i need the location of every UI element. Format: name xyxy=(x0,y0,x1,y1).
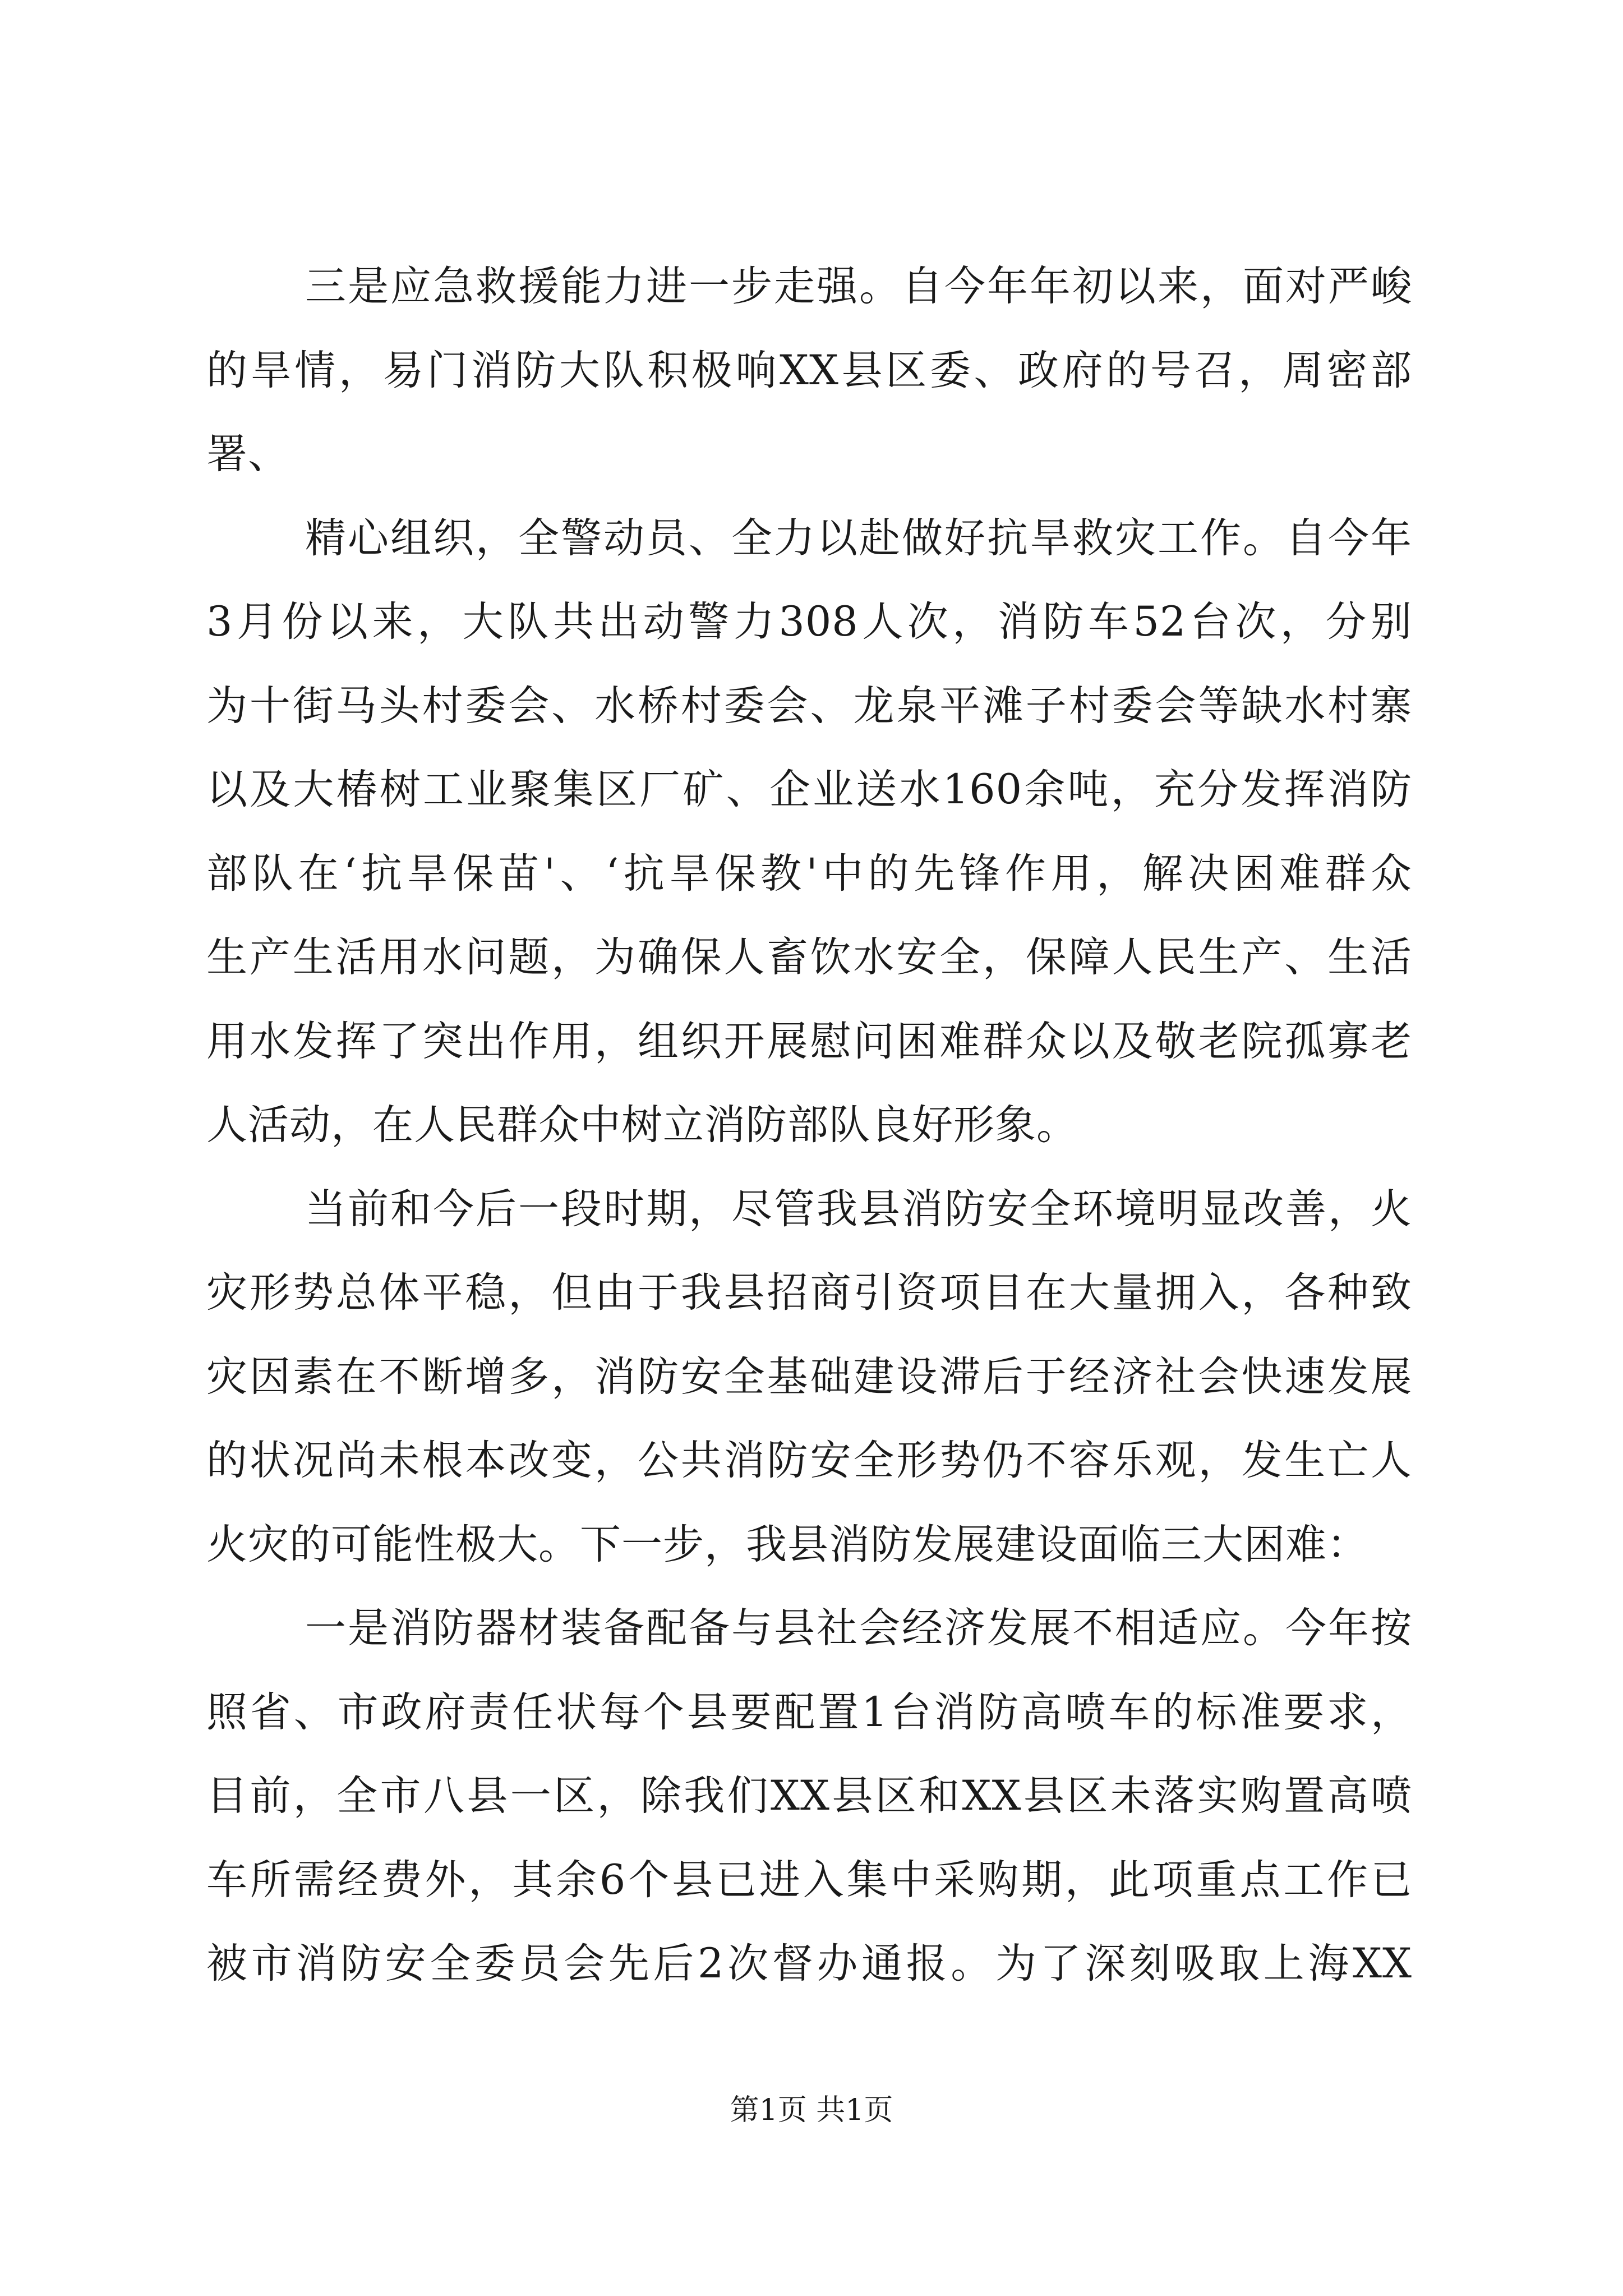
text-line: 部队在‘抗旱保苗'、‘抗旱保教'中的先锋作用，解决困难群众 xyxy=(206,849,1412,898)
text-line: 目前，全市八县一区，除我们XX县区和XX县区未落实购置高喷 xyxy=(206,1772,1412,1820)
text-line: 灾因素在不断增多，消防安全基础建设滞后于经济社会快速发展 xyxy=(206,1352,1412,1401)
text-line: 为十街马头村委会、水桥村委会、龙泉平滩子村委会等缺水村寨 xyxy=(206,682,1412,730)
document-body xyxy=(206,245,1412,2006)
text-line: 署、 xyxy=(206,430,289,478)
text-line: 精心组织，全警动员、全力以赴做好抗旱救灾工作。自今年 xyxy=(305,514,1412,562)
text-line: 车所需经费外，其余6个县已进入集中采购期，此项重点工作已 xyxy=(206,1856,1412,1904)
text-line: 三是应急救援能力进一步走强。自今年年初以来，面对严峻 xyxy=(305,263,1412,310)
text-line: 一是消防器材装备配备与县社会经济发展不相适应。今年按 xyxy=(305,1604,1412,1652)
text-line: 生产生活用水问题，为确保人畜饮水安全，保障人民生产、生活 xyxy=(206,933,1412,981)
text-line: 以及大椿树工业聚集区厂矿、企业送水160余吨，充分发挥消防 xyxy=(206,766,1412,813)
text-line: 的状况尚未根本改变，公共消防安全形势仍不容乐观，发生亡人 xyxy=(206,1437,1412,1484)
text-line: 3月份以来，大队共出动警力308人次，消防车52台次，分别 xyxy=(206,598,1412,646)
text-line: 被市消防安全委员会先后2次督办通报。为了深刻吸取上海XX xyxy=(206,1940,1412,1987)
text-line: 火灾的可能性极大。下一步，我县消防发展建设面临三大困难： xyxy=(206,1520,1368,1568)
text-line: 用水发挥了突出作用，组织开展慰问困难群众以及敬老院孤寡老 xyxy=(206,1017,1412,1065)
text-line: 灾形势总体平稳，但由于我县招商引资项目在大量拥入，各种致 xyxy=(206,1269,1412,1317)
text-line: 人活动，在人民群众中树立消防部队良好形象。 xyxy=(206,1101,1078,1149)
text-line: 当前和今后一段时期，尽管我县消防安全环境明显改善，火 xyxy=(305,1185,1412,1233)
text-line: 照省、市政府责任状每个县要配置1台消防高喷车的标准要求， xyxy=(206,1688,1412,1736)
text-line: 的旱情，易门消防大队积极响XX县区委、政府的号召，周密部 xyxy=(206,346,1412,394)
page-number-footer: 第1页 共1页 xyxy=(730,2093,893,2127)
